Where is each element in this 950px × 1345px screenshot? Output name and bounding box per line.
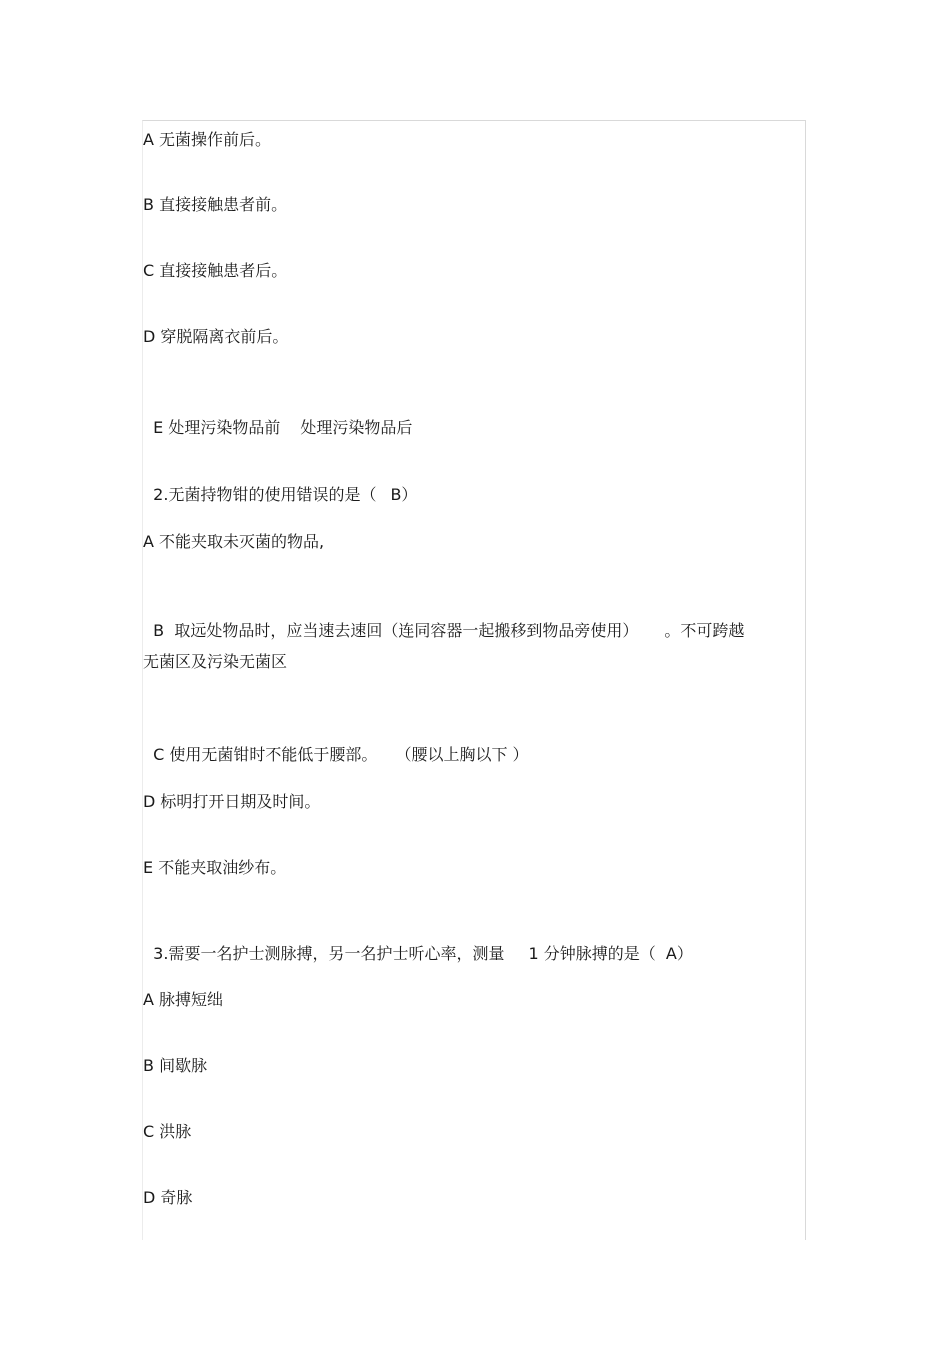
q1-option-a: A 无菌操作前后。: [143, 130, 272, 149]
q2-option-c: [143, 725, 529, 765]
q1-option-e: [143, 398, 412, 438]
q2-option-d: D 标明打开日期及时间。: [143, 792, 321, 811]
q1-option-d: D 穿脱隔离衣前后。: [143, 327, 289, 346]
q2-option-b-part2: 。不可跨越: [664, 621, 745, 640]
q2-option-b-continued: 无菌区及污染无菌区: [143, 652, 288, 671]
q2-option-b-part1: B 取远处物品时，应当速去速回（连同容器一起搬移到物品旁使用）: [153, 621, 639, 640]
q2-stem-text: 2.无菌持物钳的使用错误的是（: [153, 485, 377, 504]
page-frame: [142, 120, 806, 1240]
q3-option-a: A 脉搏短绌: [143, 990, 224, 1009]
q2-answer: B）: [390, 485, 418, 504]
q1-option-e-part2: 处理污染物品后: [300, 418, 413, 437]
q3-stem-answer: 1 分钟脉搏的是（ A）: [528, 944, 693, 963]
q2-option-b: [143, 601, 744, 641]
q1-option-c: C 直接接触患者后。: [143, 261, 288, 280]
q3-option-c: C 洪脉: [143, 1122, 192, 1141]
q1-option-e-part1: E 处理污染物品前: [153, 418, 281, 437]
q1-option-b: B 直接接触患者前。: [143, 195, 288, 214]
q2-option-c-note: （腰以上胸以下 ）: [395, 745, 529, 764]
q3-option-d: D 奇脉: [143, 1188, 193, 1207]
question-3-stem: [143, 924, 693, 964]
q3-stem-text: 3.需要一名护士测脉搏，另一名护士听心率，测量: [153, 944, 505, 963]
q2-option-c-part1: C 使用无菌钳时不能低于腰部。: [153, 745, 378, 764]
q2-option-a: A 不能夹取未灭菌的物品,: [143, 532, 325, 551]
q3-option-b: B 间歇脉: [143, 1056, 208, 1075]
question-2-stem: [143, 465, 417, 505]
q2-option-e: E 不能夹取油纱布。: [143, 858, 287, 877]
